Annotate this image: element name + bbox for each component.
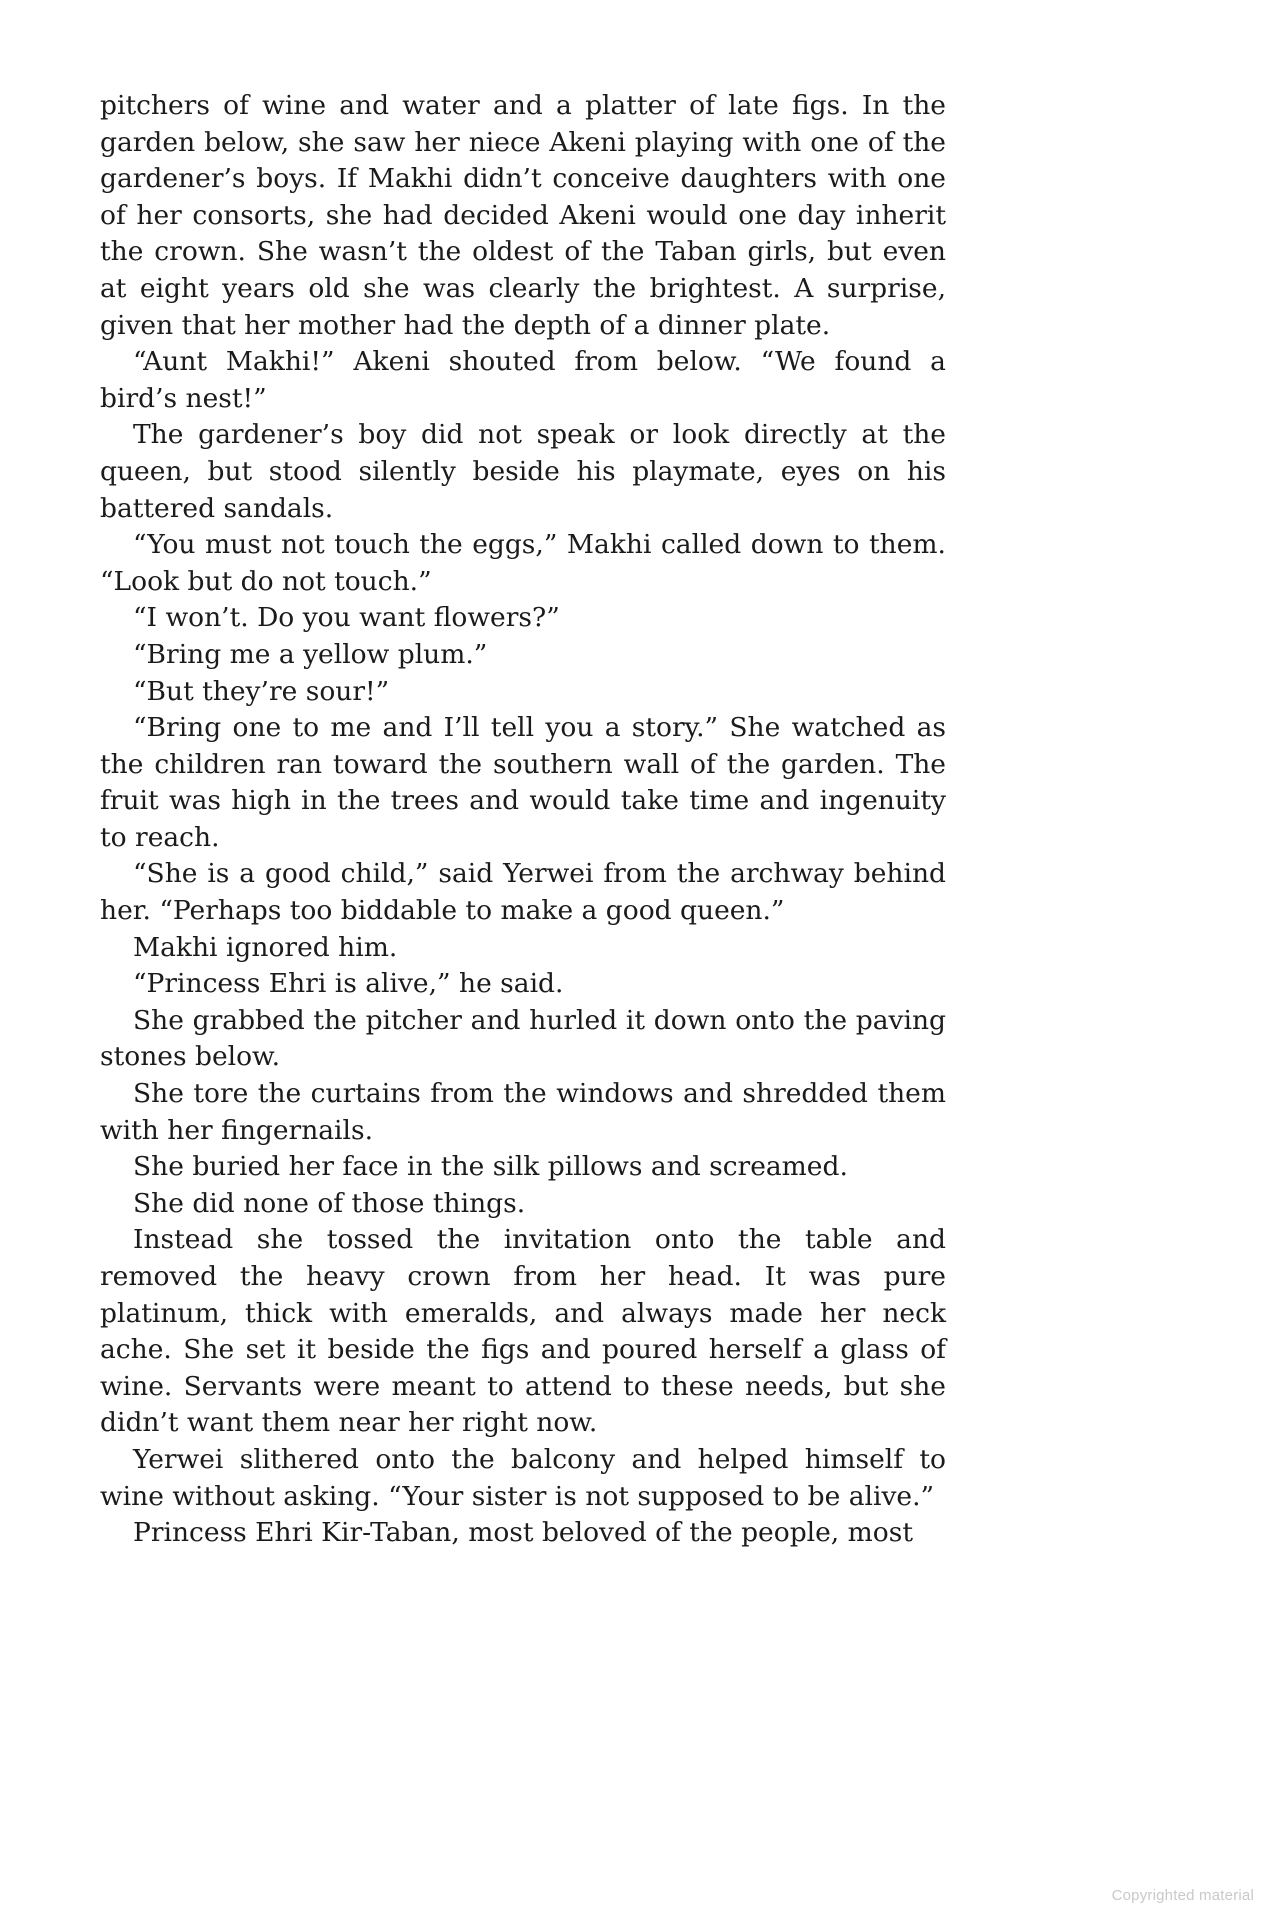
copyright-notice: Copyrighted material xyxy=(1111,1887,1254,1904)
paragraph: “But they’re sour!” xyxy=(133,675,390,707)
paragraph: She grabbed the pitcher and hurled it down onto the paving stones below. xyxy=(100,1004,946,1073)
paragraph: “Bring me a yellow plum.” xyxy=(133,638,488,670)
paragraph: She tore the curtains from the windows and shredded them with her fingernails. xyxy=(100,1078,946,1146)
paragraph: Princess Ehri Kir-Taban, most beloved of the people, most xyxy=(133,1517,913,1549)
paragraph: Makhi ignored him. xyxy=(133,931,398,963)
paragraph: She did none of those things. xyxy=(133,1187,526,1219)
paragraph: Instead she tossed the invitation onto the table and removed the heavy crown from her head. It was pure platinum, thick with emeralds, and always made her neck ache. She set it beside the figs and poured herself a glass of wine. Servants were meant to attend to these needs, but she didn’t want them near her right now. xyxy=(100,1224,946,1439)
page-text xyxy=(100,88,946,1552)
paragraph: Yerwei slithered onto the balcony and helped himself to wine without asking. “Your sister is not supposed to be alive.” xyxy=(100,1443,946,1512)
paragraph: “Bring one to me and I’ll tell you a story.” She watched as the children ran toward the southern wall of the garden. The fruit was high in the trees and would take time and ingenuity to reach. xyxy=(100,712,946,853)
paragraph: The gardener’s boy did not speak or look directly at the queen, but stood silently beside his playmate, eyes on his battered sandals. xyxy=(100,419,946,524)
paragraph: pitchers of wine and water and a platter of late figs. In the garden below, she saw her niece Akeni playing with one of the gardener’s boys. If Makhi didn’t conceive daughters with one of her consorts, she had decided Akeni would one day inherit the crown. She wasn’t the oldest of the Taban girls, but even at eight years old she was clearly the brightest. A surprise, given that her mother had the depth of a dinner plate. xyxy=(100,90,946,341)
paragraph: “She is a good child,” said Yerwei from the archway behind her. “Perhaps too biddable to make a good queen.” xyxy=(100,858,946,927)
paragraph: “Princess Ehri is alive,” he said. xyxy=(133,968,564,1000)
paragraph: “I won’t. Do you want flowers?” xyxy=(133,602,560,634)
paragraph: “Aunt Makhi!” Akeni shouted from below. “We found a bird’s nest!” xyxy=(100,346,946,414)
paragraph: She buried her face in the silk pillows and screamed. xyxy=(133,1151,848,1183)
paragraph: “You must not touch the eggs,” Makhi called down to them. “Look but do not touch.” xyxy=(100,529,946,597)
